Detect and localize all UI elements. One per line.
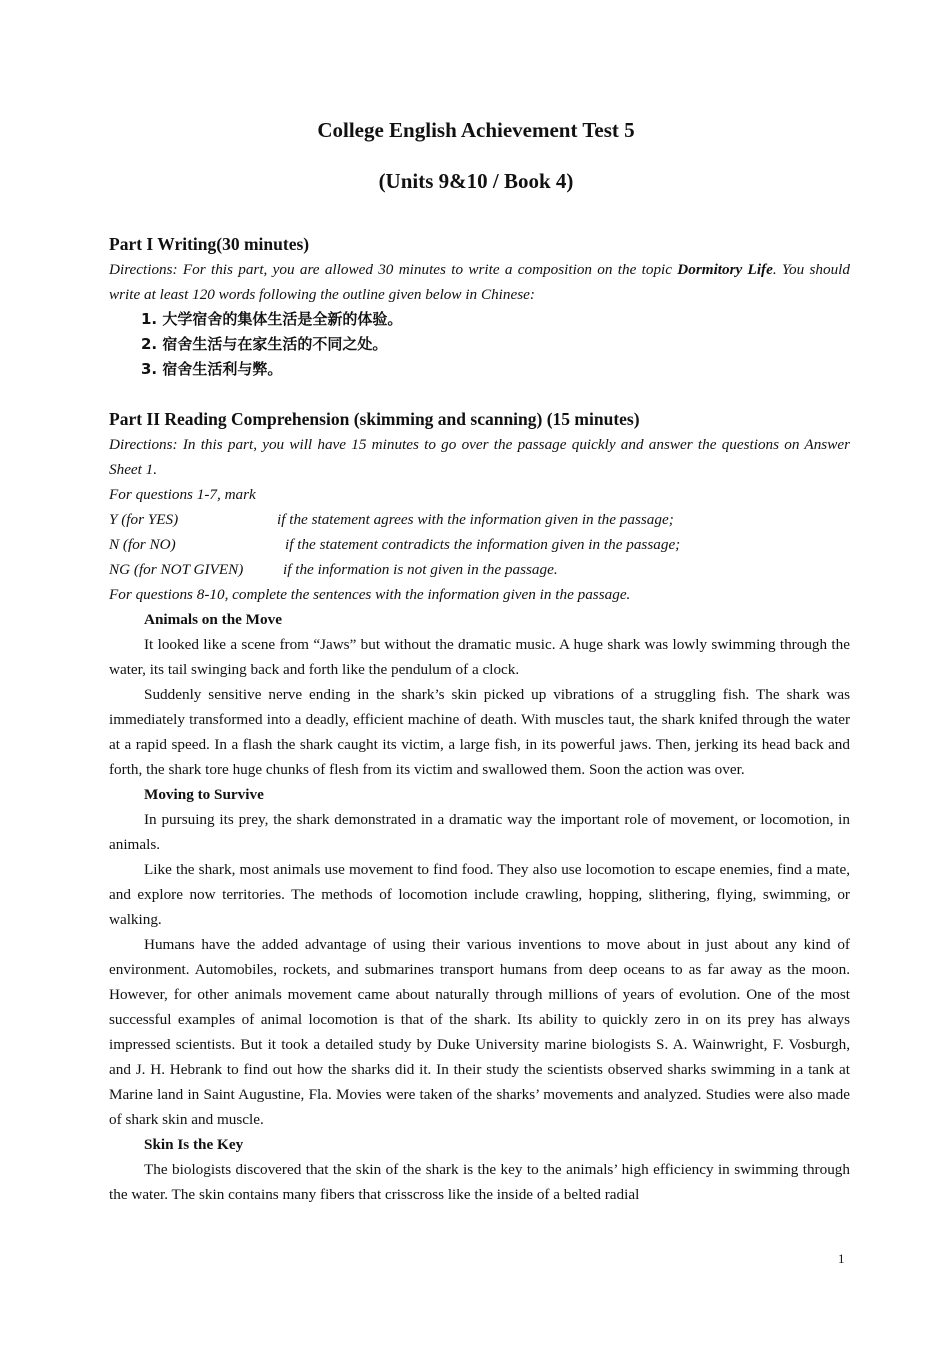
option-no bbox=[109, 532, 850, 557]
option-code: N (for NO) bbox=[109, 536, 176, 553]
section-heading: Skin Is the Key bbox=[144, 1136, 244, 1153]
part2-directions: Directions: In this part, you will have 15 minutes to go over the passage quickly and answer the questions on Answer Sheet 1. bbox=[109, 436, 850, 478]
option-meaning: if the information is not given in the passage. bbox=[283, 561, 558, 578]
part1-directions-suffix: . You should write at least 120 words following the outline given below in Chinese: bbox=[109, 261, 850, 303]
part1-heading: Part I Writing(30 minutes) bbox=[109, 234, 310, 254]
outline-item: 3. 宿舍生活利与弊。 bbox=[141, 360, 283, 378]
option-yes bbox=[109, 507, 850, 532]
passage-paragraph: Like the shark, most animals use movement to find food. They also use locomotion to escape enemies, find a mate, and explore now territories. The methods of locomotion include crawling, hopping, slithering, flying, swimming, or walking. bbox=[109, 861, 850, 928]
option-code: NG (for NOT GIVEN) bbox=[109, 561, 244, 578]
outline-item: 1. 大学宿舍的集体生活是全新的体验。 bbox=[141, 310, 403, 328]
passage-paragraph: Suddenly sensitive nerve ending in the shark’s skin picked up vibrations of a struggling fish. The shark was immediately transformed into a deadly, efficient machine of death. With muscles taut, the shark knifed through the water at a rapid speed. In a flash the shark caught its victim, a large fish, in its powerful jaws. Then, jerking its head back and forth, the shark tore huge chunks of flesh from its victim and swallowed them. Soon the action was over. bbox=[109, 686, 850, 778]
part1-topic: Dormitory Life bbox=[677, 261, 773, 278]
passage-paragraph: The biologists discovered that the skin of the shark is the key to the animals’ high efficiency in swimming through the water. The skin contains many fibers that crisscross like the inside of a belted radial bbox=[109, 1161, 850, 1203]
questions-note-2: For questions 8-10, complete the sentences with the information given in the passage. bbox=[109, 586, 631, 603]
section-heading: Moving to Survive bbox=[144, 786, 264, 803]
option-meaning: if the statement contradicts the information given in the passage; bbox=[285, 536, 681, 553]
questions-note: For questions 1-7, mark bbox=[109, 486, 256, 503]
page-title: College English Achievement Test 5 bbox=[317, 118, 635, 142]
passage-paragraph: It looked like a scene from “Jaws” but without the dramatic music. A huge shark was lowly swimming through the water, its tail swinging back and forth like the pendulum of a clock. bbox=[109, 636, 850, 678]
part1-directions-prefix: Directions: For this part, you are allowed 30 minutes to write a composition on the topic bbox=[109, 261, 678, 278]
passage-title: Animals on the Move bbox=[144, 611, 282, 628]
part2-heading: Part II Reading Comprehension (skimming and scanning) (15 minutes) bbox=[109, 409, 640, 429]
option-not-given bbox=[109, 557, 850, 582]
part1-directions bbox=[109, 257, 850, 307]
document-body bbox=[109, 232, 850, 1207]
option-code: Y (for YES) bbox=[109, 511, 179, 528]
passage-paragraph: Humans have the added advantage of using their various inventions to move about in just about any kind of environment. Automobiles, rockets, and submarines transport humans from deep oceans to as far away as the moon. However, for other animals movement came about naturally through millions of years of evolution. One of the most successful examples of animal locomotion is that of the shark. Its ability to quickly zero in on its prey has always impressed scientists. But it took a detailed study by Duke University marine biologists S. A. Wainwright, F. Vosburgh, and J. H. Hebrank to find out how the sharks did it. In their study the scientists observed sharks swimming in a tank at Marine land in Saint Augustine, Fla. Movies were taken of the sharks’ movements and analyzed. Studies were also made of shark skin and muscle. bbox=[109, 936, 850, 1128]
passage-paragraph: In pursuing its prey, the shark demonstrated in a dramatic way the important role of movement, or locomotion, in animals. bbox=[109, 811, 850, 853]
part1-outline bbox=[109, 307, 850, 382]
page-number: 1 bbox=[838, 1251, 845, 1266]
page-subtitle: (Units 9&10 / Book 4) bbox=[378, 169, 574, 193]
option-meaning: if the statement agrees with the information given in the passage; bbox=[277, 511, 674, 528]
section-spacer bbox=[109, 382, 850, 407]
outline-item: 2. 宿舍生活与在家生活的不同之处。 bbox=[141, 335, 388, 353]
